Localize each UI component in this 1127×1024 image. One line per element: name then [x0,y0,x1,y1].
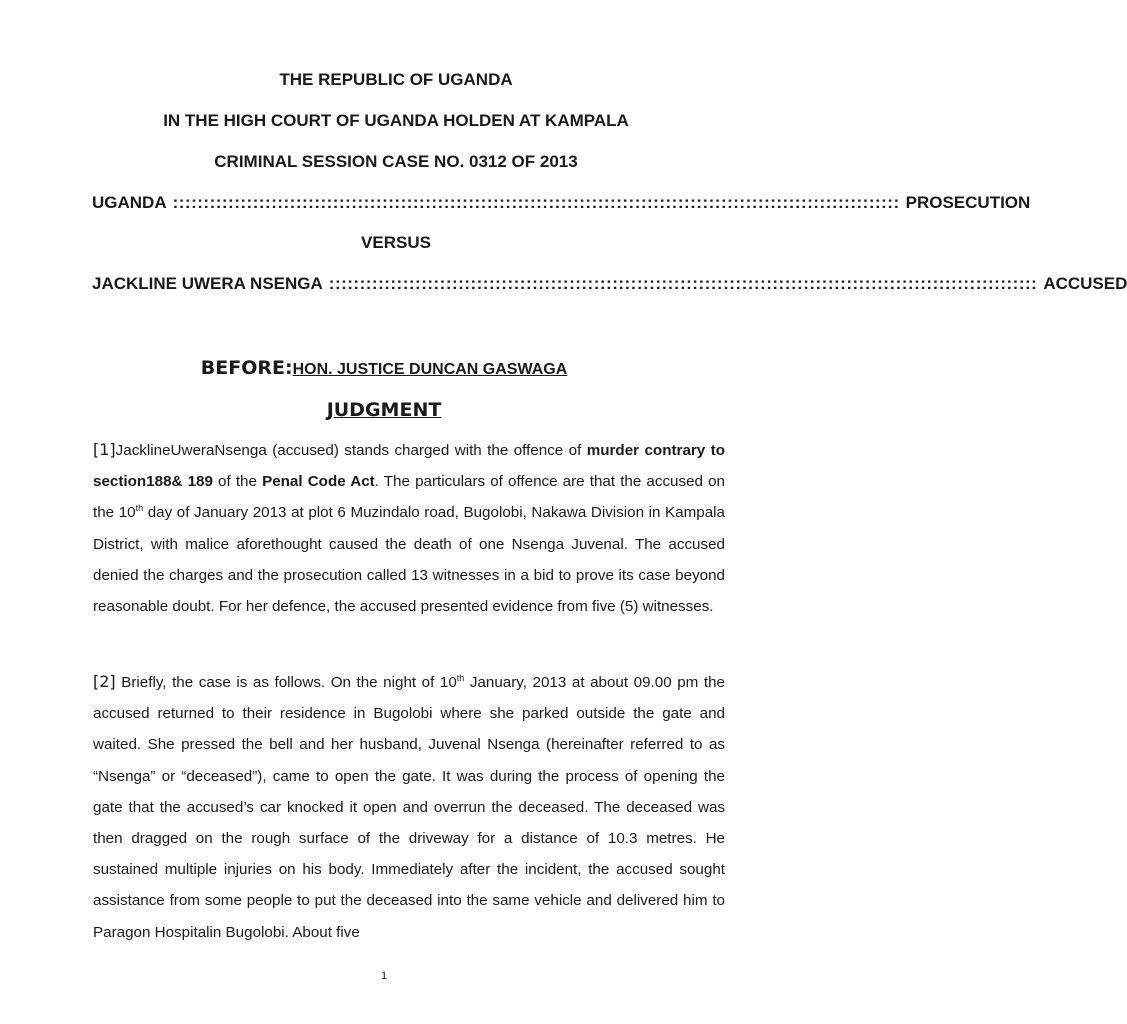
paragraph-number: [1] [93,440,116,459]
before-line [0,357,768,379]
accused-role: ACCUSED [1043,274,1127,293]
republic-heading: THE REPUBLIC OF UGANDA [279,70,513,89]
accused-leader-dots: ::::::::::::::::::::::::::::::::::::::::::::::::::::::::::::::::::::::::::::::::::::::::::::::::::::::::::::::::::: [328,274,1038,293]
judge-name: HON. JUSTICE DUNCAN GASWAGA [292,361,568,378]
paragraph-2: [2] Briefly, the case is as follows. On the night of 10th January, 2013 at about 09.00 pm the accused returned to their residence in Bugolobi where she parked outside the gate and waited. She pressed the bell and her husband, Juvenal Nsenga (hereinafter referred to as “Nsenga” or “deceased”), came to open the gate. It was during the process of opening the gate that the accused’s car knocked it open and overrun the deceased. The deceased was then dragged on the rough surface of the driveway for a distance of 10.3 metres. He sustained multiple injuries on his body. Immediately after the incident, the accused sought assistance from some people to put the deceased into the same vehicle and delivered him to Paragon Hospitalin Bugolobi. About five [93,672,725,941]
page-number: 1 [380,970,388,982]
paragraph-1: [1]JacklineUweraNsenga (accused) stands charged with the offence of murder contrary to section188& 189 of the Penal Code Act. The particulars of offence are that the accused on the 10th day of January 2013 at plot 6 Muzindalo road, Bugolobi, Nakawa Division in Kampala District, with malice aforethought caused the death of one Nsenga Juvenal. The accused denied the charges and the prosecution called 13 witnesses in a bid to prove its case beyond reasonable doubt. For her defence, the accused presented evidence from five (5) witnesses. [93,440,725,616]
case-number-heading: CRIMINAL SESSION CASE NO. 0312 OF 2013 [214,152,578,171]
court-heading: IN THE HIGH COURT OF UGANDA HOLDEN AT KAMPALA [163,111,629,130]
prosecution-line [92,193,1031,213]
judgment-title: JUDGMENT [326,399,442,421]
versus-heading: VERSUS [361,233,431,252]
prosecution-role: PROSECUTION [905,193,1031,212]
prosecution-party: UGANDA [92,193,167,212]
prosecution-leader-dots: :::::::::::::::::::::::::::::::::::::::::::::::::::::::::::::::::::::::::::::::::::::::::::::::::::::::::::::::::::::: [172,193,900,212]
before-label: BEFORE: [200,357,293,379]
paragraph-number: [2] [93,672,116,691]
accused-line [92,274,1127,294]
accused-party: JACKLINE UWERA NSENGA [92,274,323,293]
